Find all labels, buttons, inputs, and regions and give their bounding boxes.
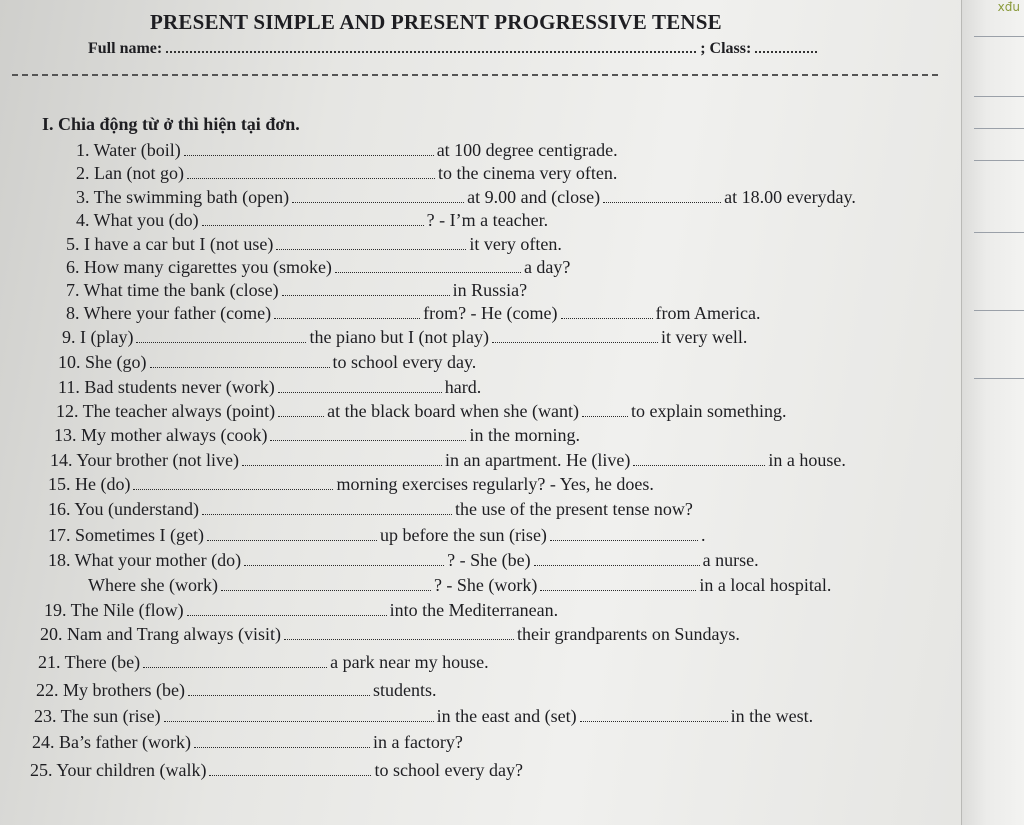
answer-blank[interactable] <box>221 589 431 591</box>
exercise-continuation: a park near my house. <box>330 652 489 672</box>
answer-blank[interactable] <box>274 317 420 319</box>
exercise-prompt: 3. The swimming bath (open) <box>76 187 290 207</box>
exercise-item <box>88 575 831 596</box>
exercise-continuation: in the east and (set) <box>436 706 577 726</box>
answer-blank[interactable] <box>187 614 387 616</box>
exercise-item <box>76 210 548 231</box>
exercise-continuation: hard. <box>444 377 482 397</box>
exercise-continuation: ? - She (be) <box>447 550 531 570</box>
exercise-item <box>54 425 580 446</box>
exercise-item <box>66 280 527 301</box>
exercise-continuation: it very well. <box>660 327 748 347</box>
exercise-continuation: in a factory? <box>372 732 463 752</box>
exercise-continuation: at 18.00 everyday. <box>724 187 856 207</box>
exercise-prompt: 17. Sometimes I (get) <box>48 525 204 545</box>
exercise-item <box>48 525 705 546</box>
answer-blank[interactable] <box>242 464 442 466</box>
fullname-field[interactable] <box>166 51 696 53</box>
divider-line <box>12 74 938 76</box>
exercise-continuation: to school every day. <box>332 352 477 372</box>
exercise-item <box>34 706 813 727</box>
answer-blank[interactable] <box>492 341 658 343</box>
exercise-prompt: 12. The teacher always (point) <box>56 401 276 421</box>
ruled-line <box>974 378 1024 379</box>
exercise-prompt: 19. The Nile (flow) <box>44 600 184 620</box>
exercise-continuation: at 100 degree centigrade. <box>436 140 618 160</box>
exercise-prompt: 23. The sun (rise) <box>34 706 161 726</box>
exercise-item <box>66 257 570 278</box>
answer-blank[interactable] <box>292 201 464 203</box>
exercise-item <box>58 377 481 398</box>
answer-blank[interactable] <box>202 513 452 515</box>
next-page-edge <box>961 0 1024 825</box>
exercise-continuation: at 9.00 and (close) <box>467 187 601 207</box>
answer-blank[interactable] <box>540 589 696 591</box>
exercise-prompt: 1. Water (boil) <box>76 140 181 160</box>
section-heading: I. Chia động từ ở thì hiện tại đơn. <box>42 114 300 134</box>
exercise-prompt: 9. I (play) <box>62 327 134 347</box>
exercise-continuation: in Russia? <box>452 280 528 300</box>
answer-blank[interactable] <box>209 774 371 776</box>
exercise-item <box>62 327 747 348</box>
answer-blank[interactable] <box>143 666 327 668</box>
exercise-prompt: 4. What you (do) <box>76 210 199 230</box>
exercise-continuation: ? - I’m a teacher. <box>426 210 549 230</box>
exercise-prompt: 25. Your children (walk) <box>30 760 207 780</box>
answer-blank[interactable] <box>580 720 728 722</box>
ruled-line <box>974 160 1024 161</box>
exercise-item <box>48 550 759 571</box>
answer-blank[interactable] <box>194 746 370 748</box>
exercise-continuation: their grandparents on Sundays. <box>516 624 740 644</box>
exercise-prompt: 5. I have a car but I (not use) <box>66 234 274 254</box>
exercise-prompt: 15. He (do) <box>48 474 131 494</box>
exercise-item <box>76 187 856 208</box>
exercise-item <box>66 303 760 324</box>
exercise-continuation: morning exercises regularly? - Yes, he does. <box>336 474 654 494</box>
answer-blank[interactable] <box>184 154 434 156</box>
exercise-prompt: 18. What your mother (do) <box>48 550 242 570</box>
exercise-continuation: in an apartment. He (live) <box>444 450 631 470</box>
exercise-item <box>44 600 558 621</box>
answer-blank[interactable] <box>561 317 653 319</box>
exercise-continuation: in a house. <box>768 450 846 470</box>
exercise-prompt: 22. My brothers (be) <box>36 680 185 700</box>
answer-blank[interactable] <box>278 415 324 417</box>
answer-blank[interactable] <box>188 694 370 696</box>
worksheet-title: PRESENT SIMPLE AND PRESENT PROGRESSIVE TENSE <box>150 10 722 34</box>
answer-blank[interactable] <box>335 271 521 273</box>
exercise-prompt: 21. There (be) <box>38 652 141 672</box>
ruled-line <box>974 310 1024 311</box>
exercise-continuation: in a local hospital. <box>699 575 832 595</box>
answer-blank[interactable] <box>282 294 450 296</box>
exercise-prompt: 13. My mother always (cook) <box>54 425 268 445</box>
exercise-continuation: the use of the present tense now? <box>455 499 693 519</box>
exercise-prompt: Where she (work) <box>88 575 218 595</box>
exercise-continuation: in the west. <box>730 706 814 726</box>
answer-blank[interactable] <box>534 564 700 566</box>
exercise-continuation: to school every day? <box>374 760 523 780</box>
exercise-item <box>32 732 463 753</box>
answer-blank[interactable] <box>550 539 698 541</box>
answer-blank[interactable] <box>202 224 424 226</box>
answer-blank[interactable] <box>164 720 434 722</box>
exercise-continuation: at the black board when she (want) <box>327 401 579 421</box>
exercise-continuation: . <box>700 525 706 545</box>
exercise-prompt: 11. Bad students never (work) <box>58 377 275 397</box>
exercise-prompt: 24. Ba’s father (work) <box>32 732 191 752</box>
exercise-prompt: 6. How many cigarettes you (smoke) <box>66 257 332 277</box>
exercise-item <box>48 474 654 495</box>
handwritten-note: xđu <box>997 0 1020 14</box>
exercise-prompt: 14. Your brother (not live) <box>50 450 239 470</box>
exercise-item <box>40 624 740 645</box>
class-field[interactable] <box>755 51 817 53</box>
exercise-item <box>66 234 562 255</box>
answer-blank[interactable] <box>207 539 377 541</box>
answer-blank[interactable] <box>284 638 514 640</box>
answer-blank[interactable] <box>150 366 330 368</box>
name-class-row <box>88 40 888 58</box>
exercise-item <box>38 652 489 673</box>
exercise-continuation: from? - He (come) <box>423 303 558 323</box>
exercise-continuation: a nurse. <box>702 550 759 570</box>
fullname-label: Full name: <box>88 40 163 57</box>
exercise-continuation: students. <box>372 680 437 700</box>
exercise-continuation: up before the sun (rise) <box>379 525 547 545</box>
answer-blank[interactable] <box>136 341 306 343</box>
exercise-continuation: a day? <box>523 257 571 277</box>
exercise-continuation: in the morning. <box>469 425 580 445</box>
answer-blank[interactable] <box>582 415 628 417</box>
exercise-item <box>76 163 617 184</box>
exercise-item <box>48 499 693 520</box>
exercise-prompt: 16. You (understand) <box>48 499 199 519</box>
answer-blank[interactable] <box>603 201 721 203</box>
answer-blank[interactable] <box>276 248 466 250</box>
answer-blank[interactable] <box>133 488 333 490</box>
ruled-line <box>974 36 1024 37</box>
answer-blank[interactable] <box>278 391 442 393</box>
exercise-continuation: to explain something. <box>631 401 787 421</box>
exercise-prompt: 20. Nam and Trang always (visit) <box>40 624 281 644</box>
exercise-continuation: from America. <box>655 303 761 323</box>
ruled-line <box>974 128 1024 129</box>
answer-blank[interactable] <box>187 177 435 179</box>
ruled-line <box>974 96 1024 97</box>
answer-blank[interactable] <box>270 439 466 441</box>
exercise-item <box>36 680 436 701</box>
class-label: ; Class: <box>700 40 752 57</box>
exercise-item <box>58 352 476 373</box>
exercise-prompt: 7. What time the bank (close) <box>66 280 279 300</box>
exercise-continuation: ? - She (work) <box>433 575 538 595</box>
exercise-item <box>56 401 786 422</box>
answer-blank[interactable] <box>633 464 765 466</box>
exercise-prompt: 8. Where your father (come) <box>66 303 272 323</box>
ruled-line <box>974 232 1024 233</box>
exercise-continuation: into the Mediterranean. <box>389 600 559 620</box>
exercise-item <box>50 450 846 471</box>
exercise-continuation: to the cinema very often. <box>437 163 618 183</box>
exercise-item <box>76 140 618 161</box>
exercise-prompt: 2. Lan (not go) <box>76 163 184 183</box>
exercise-item <box>30 760 523 781</box>
exercise-continuation: the piano but I (not play) <box>309 327 489 347</box>
answer-blank[interactable] <box>244 564 444 566</box>
exercise-continuation: it very often. <box>469 234 562 254</box>
exercise-prompt: 10. She (go) <box>58 352 147 372</box>
